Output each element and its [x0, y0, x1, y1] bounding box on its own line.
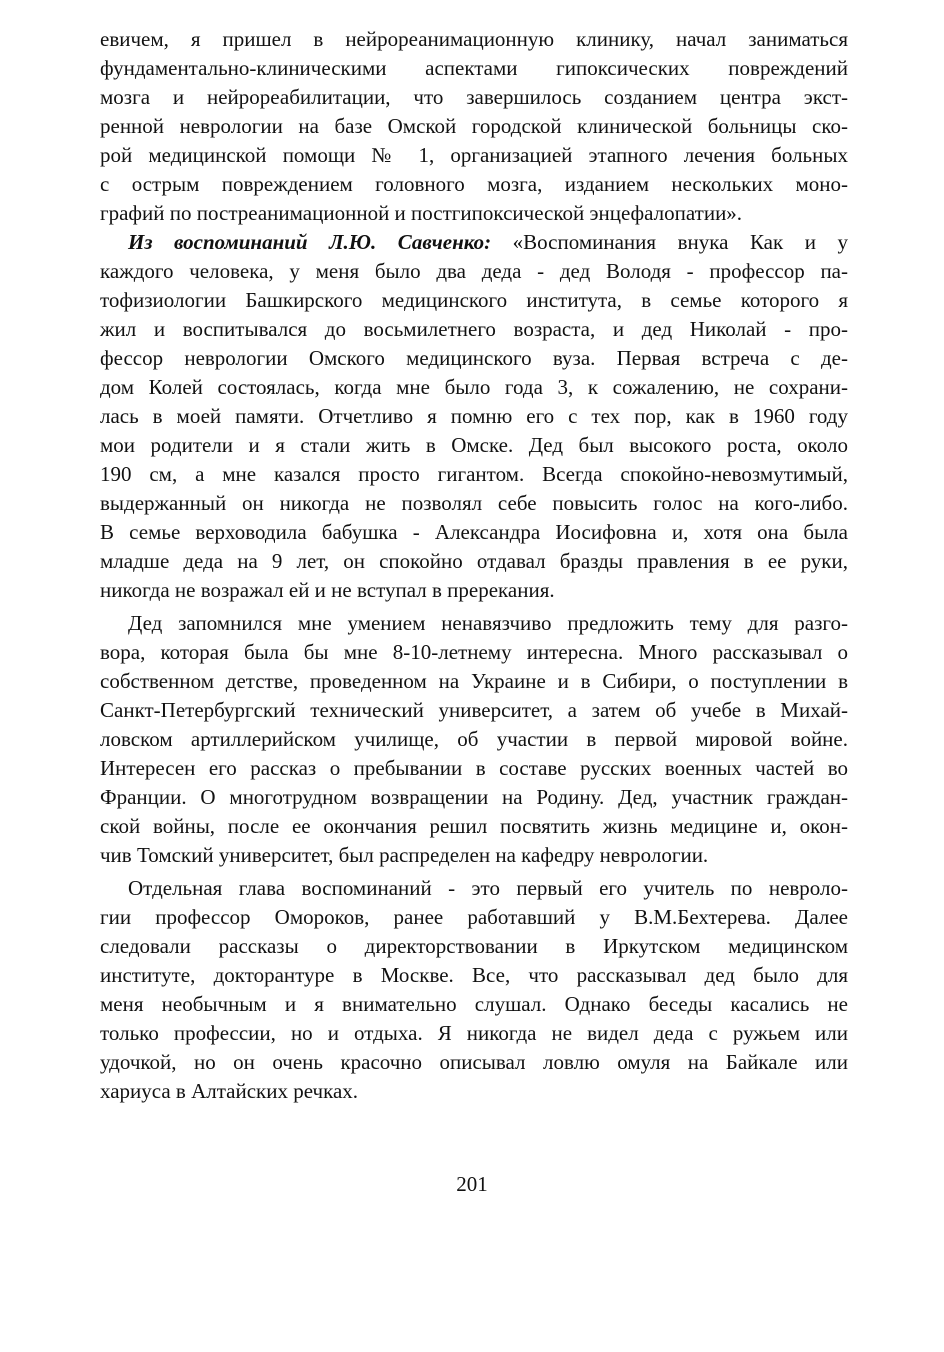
text-line [100, 228, 848, 257]
text-line: тофизиологии Башкирского медицинского института, в семье которого я [100, 288, 848, 312]
text-line: мои родители и я стали жить в Омске. Дед был высокого роста, около [100, 433, 848, 457]
text-line: следовали рассказы о директорствовании в Иркутском медицинском [100, 934, 848, 958]
memoir-heading: Из воспоминаний Л.Ю. Савченко: [128, 230, 492, 254]
text-line: Санкт-Петербургский технический университет, а затем об учебе в Михай- [100, 698, 848, 722]
text-line: вора, которая была бы мне 8-10-летнему интересна. Много рассказывал о [100, 640, 848, 664]
text-line: мозга и нейрореабилитации, что завершилось созданием центра экст- [100, 85, 848, 109]
paragraph [100, 609, 848, 870]
text-line: младше деда на 9 лет, он спокойно отдавал бразды правления в ее руки, [100, 549, 848, 573]
text-line: лась в моей памяти. Отчетливо я помню его с тех пор, как в 1960 году [100, 404, 848, 428]
text-line: меня необычным и я внимательно слушал. Однако беседы касались не [100, 992, 848, 1016]
text-line: фундаментально-клиническими аспектами гипоксических повреждений [100, 56, 848, 80]
paragraph [100, 25, 848, 228]
text-line: чив Томский университет, был распределен на кафедру неврологии. [100, 843, 709, 867]
text-line: Дед запомнился мне умением ненавязчиво предложить тему для разго- [128, 611, 848, 635]
text-line: Франции. О многотрудном возвращении на Родину. Дед, участник граждан- [100, 785, 848, 809]
text-line: жил и воспитывался до восьмилетнего возраста, и дед Николай - про- [100, 317, 848, 341]
text-line: каждого человека, у меня было два деда - дед Володя - профессор па- [100, 259, 848, 283]
text-line: ренной неврологии на базе Омской городской клинической больницы ско- [100, 114, 848, 138]
text-line: рой медицинской помощи № 1, организацией этапного лечения больных [100, 143, 848, 167]
text-line: собственном детстве, проведенном на Украине и в Сибири, о поступлении в [100, 669, 848, 693]
text-line-rest: «Воспоминания внука Как и у [491, 230, 848, 254]
text-line: хариуса в Алтайских речках. [100, 1079, 359, 1103]
text-line: выдержанный он никогда не позволял себе повысить голос на кого-либо. [100, 491, 848, 515]
text-line: ловском артиллерийском училище, об участии в первой мировой войне. [100, 727, 848, 751]
text-line: с острым повреждением головного мозга, изданием нескольких моно- [100, 172, 848, 196]
paragraph [100, 874, 848, 1106]
text-line: ской войны, после ее окончания решил посвятить жизнь медицине и, окон- [100, 814, 848, 838]
text-line: дом Колей состоялась, когда мне было года 3, к сожалению, не сохрани- [100, 375, 848, 399]
text-line: 190 см, а мне казался просто гигантом. Всегда спокойно-невозмутимый, [100, 462, 848, 486]
text-line: институте, докторантуре в Москве. Все, что рассказывал дед было для [100, 963, 848, 987]
text-line: В семье верховодила бабушка - Александра Иосифовна и, хотя она была [100, 520, 848, 544]
text-line: Отдельная глава воспоминаний - это первый его учитель по невроло- [128, 876, 848, 900]
text-line: гии профессор Омороков, ранее работавший у В.М.Бехтерева. Далее [100, 905, 848, 929]
text-line: никогда не возражал ей и не вступал в пререкания. [100, 578, 555, 602]
page-number: 201 [456, 1172, 488, 1196]
text-line: Интересен его рассказ о пребывании в составе русских военных частей во [100, 756, 848, 780]
text-line: удочкой, но он очень красочно описывал ловлю омуля на Байкале или [100, 1050, 848, 1074]
text-line: графий по постреанимационной и постгипоксической энцефалопатии». [100, 201, 743, 225]
paragraph [100, 228, 848, 605]
text-line: евичем, я пришел в нейрореанимационную клинику, начал заниматься [100, 27, 848, 51]
text-line: только профессии, но и отдыха. Я никогда не видел деда с ружьем или [100, 1021, 848, 1045]
text-line: фессор неврологии Омского медицинского вуза. Первая встреча с де- [100, 346, 848, 370]
body-text [100, 25, 848, 1106]
